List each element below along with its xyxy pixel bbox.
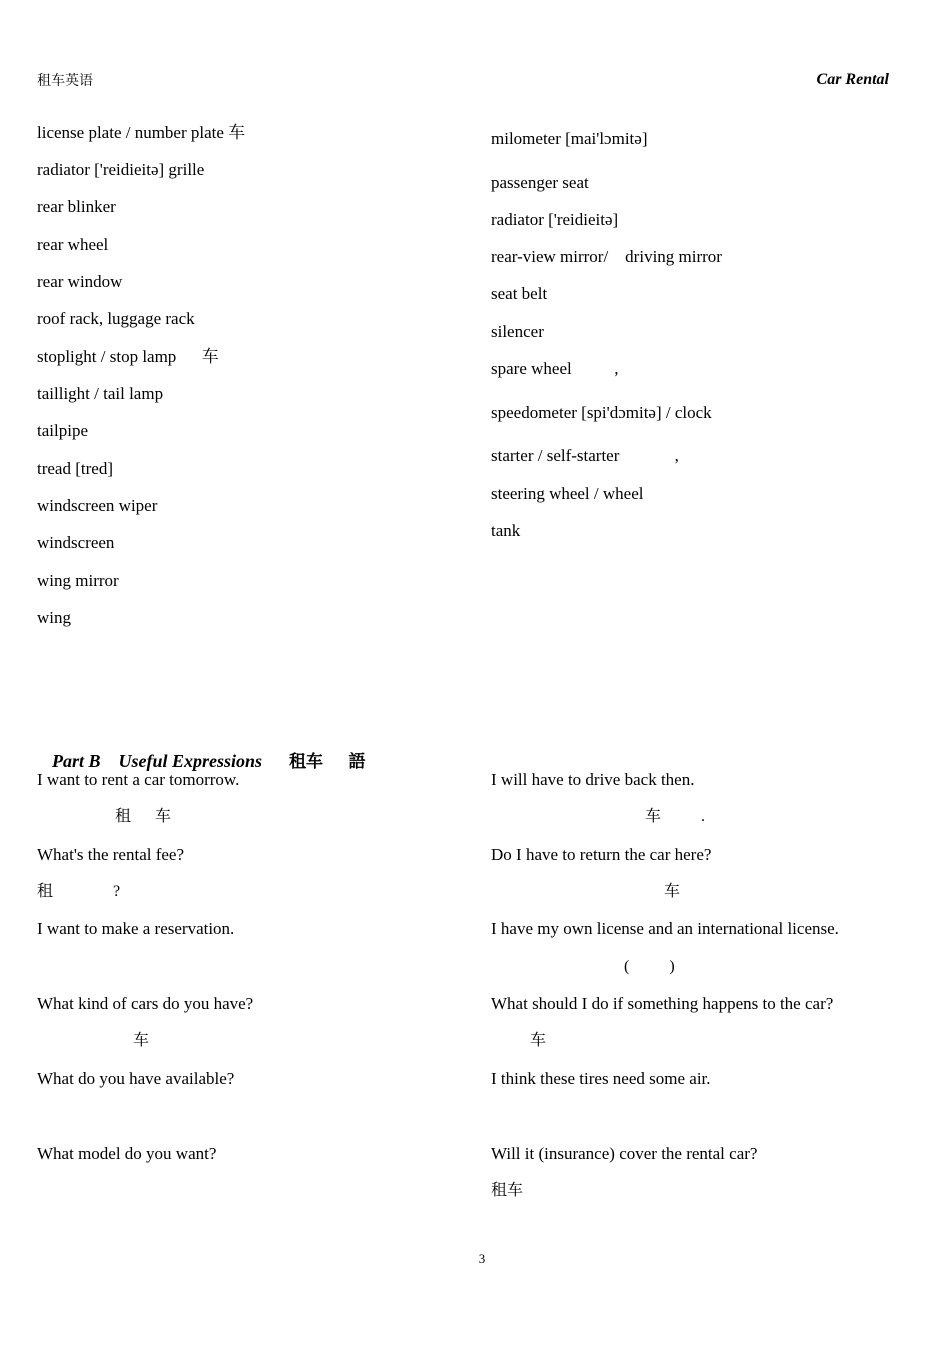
vocab-item: passenger seat <box>491 173 589 192</box>
vocab-item: milometer [mai'lɔmitə] <box>491 129 648 148</box>
expression-en: Will it (insurance) cover the rental car? <box>491 1144 758 1163</box>
section-title-zh: 租车 語 <box>289 752 366 771</box>
vocab-item: rear window <box>37 272 123 291</box>
expression-en: I will have to drive back then. <box>491 770 695 789</box>
expression-zh: 租车 <box>491 1182 524 1199</box>
expression-en: I want to make a reservation. <box>37 919 235 938</box>
vocab-item: stoplight / stop lamp 车 <box>37 347 219 366</box>
expression-zh: 车 <box>530 1032 547 1049</box>
vocab-item: windscreen <box>37 533 115 552</box>
vocab-item: license plate / number plate 车 <box>37 123 246 142</box>
expression-en: Do I have to return the car here? <box>491 845 712 864</box>
vocab-item: rear-view mirror/ driving mirror <box>491 247 722 266</box>
expression-zh: 车 <box>664 883 681 900</box>
vocab-item: spare wheel , <box>491 359 619 378</box>
expression-en: I want to rent a car tomorrow. <box>37 770 240 789</box>
expression-zh: 车 <box>133 1032 150 1049</box>
section-heading-part-b <box>43 726 366 772</box>
expression-en: What model do you want? <box>37 1144 217 1163</box>
vocab-item: steering wheel / wheel <box>491 484 644 503</box>
vocab-item: tread [tred] <box>37 459 113 478</box>
vocab-item: windscreen wiper <box>37 496 158 515</box>
expression-zh: 租 ? <box>37 883 121 900</box>
vocab-item: silencer <box>491 322 544 341</box>
expression-en: I think these tires need some air. <box>491 1069 711 1088</box>
vocab-item: roof rack, luggage rack <box>37 309 195 328</box>
vocab-item: seat belt <box>491 284 548 303</box>
vocab-item: rear wheel <box>37 235 109 254</box>
page-header-right: Car Rental <box>816 71 889 88</box>
page-header-left: 租车英语 <box>37 74 93 89</box>
vocab-item: speedometer [spi'dɔmitə] / clock <box>491 403 712 422</box>
expression-zh: 车 . <box>645 808 706 825</box>
vocab-item: starter / self-starter , <box>491 446 679 465</box>
vocab-item: taillight / tail lamp <box>37 384 164 403</box>
vocab-item: wing <box>37 608 71 627</box>
expression-en: What do you have available? <box>37 1069 235 1088</box>
vocab-item: tailpipe <box>37 421 88 440</box>
expression-en: What's the rental fee? <box>37 845 185 864</box>
section-title: Part B Useful Expressions <box>52 751 263 771</box>
page-number: 3 <box>478 1251 486 1266</box>
vocab-item: rear blinker <box>37 197 116 216</box>
vocab-item: radiator ['reidieitə] <box>491 210 619 229</box>
vocab-item: wing mirror <box>37 571 119 590</box>
vocab-item: tank <box>491 521 521 540</box>
vocab-item: radiator ['reidieitə] grille <box>37 160 205 179</box>
expression-zh: 租 车 <box>115 808 172 825</box>
expression-en: What should I do if something happens to the car? <box>491 994 834 1013</box>
expression-en: I have my own license and an international license. <box>491 919 839 938</box>
expression-en: What kind of cars do you have? <box>37 994 254 1013</box>
expression-zh: ( ) <box>624 958 675 975</box>
